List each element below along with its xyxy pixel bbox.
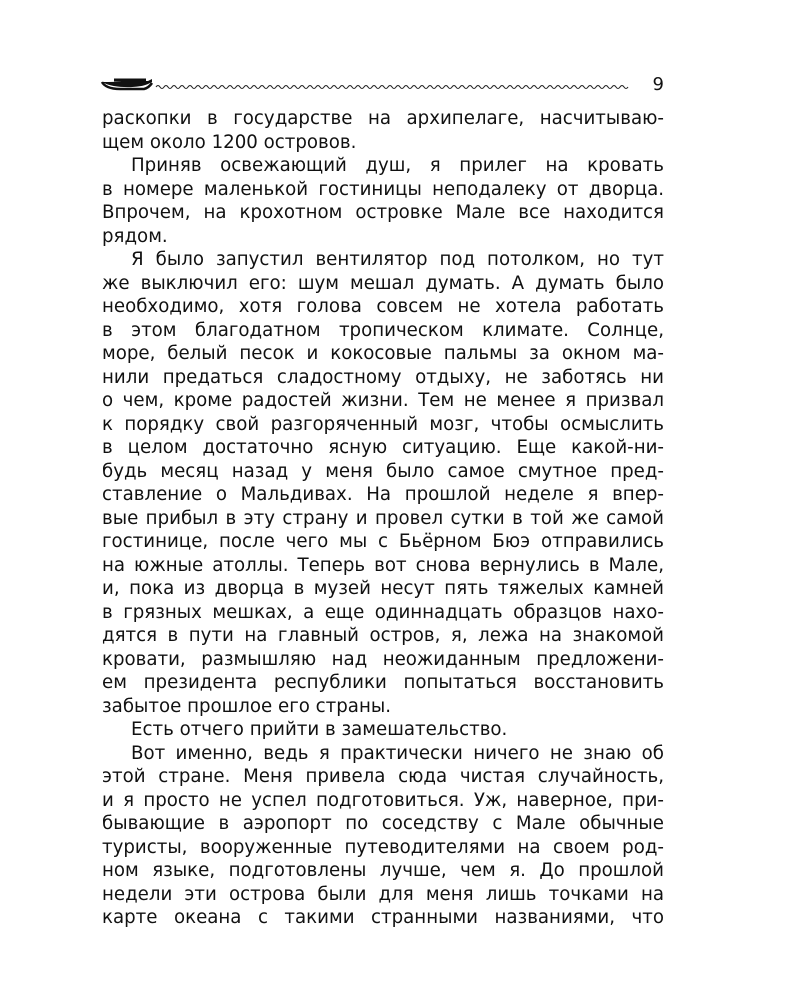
text-line: будь месяц назад у меня было самое смутное пред- (102, 460, 664, 482)
text-line: необходимо, хотя голова совсем не хотела работать (102, 296, 664, 317)
text-line: в грязных мешках, а еще одиннадцать образцов нахо- (102, 601, 664, 623)
text-line: щем около 1200 островов. (102, 131, 357, 153)
text-line: Вот именно, ведь я практически ничего не знаю об (131, 742, 664, 764)
paragraph (102, 107, 664, 154)
text-line: рядом. (102, 225, 168, 247)
text-line: недели эти острова были для меня лишь точками на (102, 883, 664, 905)
paragraph (102, 154, 664, 248)
text-line: ставление о Мальдивах. На прошлой неделе я впер- (102, 484, 664, 505)
text-line: Приняв освежающий душ, я прилег на кровать (131, 155, 664, 176)
paragraph (102, 742, 664, 930)
text-line: Есть отчего прийти в замешательство. (131, 719, 508, 740)
body-text (102, 107, 664, 930)
paragraph (102, 248, 664, 718)
text-line: этой стране. Меня привела сюда чистая случайность, (102, 766, 664, 787)
page-number: 9 (652, 74, 664, 95)
text-line: же выключил его: шум мешал думать. А думать было (102, 272, 664, 294)
text-line: ном языке, подготовлены лучше, чем я. До прошлой (102, 860, 664, 881)
text-line: и я просто не успел подготовиться. Уж, наверное, при- (102, 789, 664, 811)
text-line: дятся в пути на главный остров, я, лежа на знакомой (102, 625, 664, 646)
text-line: в номере маленькой гостиницы неподалеку от дворца. (102, 178, 664, 200)
text-line: о чем, кроме радостей жизни. Тем не менее я призвал (102, 390, 664, 411)
text-line: ем президента республики попытаться восстановить (102, 672, 664, 693)
text-line: Впрочем, на крохотном островке Мале все находится (102, 202, 664, 223)
page-header (100, 70, 670, 100)
text-line: к порядку свой разгоряченный мозг, чтобы осмыслить (102, 413, 664, 435)
text-line: туристы, вооруженные путеводителями на своем род- (102, 836, 664, 858)
text-line: бывающие в аэропорт по соседству с Мале обычные (102, 813, 664, 834)
paragraph (102, 718, 664, 742)
text-line: вые прибыл в эту страну и провел сутки в той же самой (102, 507, 664, 529)
boat-ornament-icon (100, 70, 660, 100)
text-line: нили предаться сладостному отдыху, не заботясь ни (102, 366, 664, 388)
text-line: Я было запустил вентилятор под потолком, но тут (131, 249, 664, 270)
text-line: забытое прошлое его страны. (102, 695, 391, 717)
text-line: в целом достаточно ясную ситуацию. Еще какой-ни- (102, 437, 664, 458)
text-line: карте океана с такими странными названиями, что (102, 907, 664, 928)
text-line: гостинице, после чего мы с Бьёрном Бюэ отправились (102, 531, 664, 552)
text-line: и, пока из дворца в музей несут пять тяжелых камней (102, 578, 664, 599)
text-line: на южные атоллы. Теперь вот снова вернулись в Мале, (102, 554, 664, 576)
text-line: раскопки в государстве на архипелаге, насчитываю- (102, 108, 664, 129)
text-line: море, белый песок и кокосовые пальмы за окном ма- (102, 343, 664, 364)
text-line: в этом благодатном тропическом климате. Солнце, (102, 319, 664, 341)
text-line: кровати, размышляю над неожиданным предложени- (102, 648, 664, 670)
